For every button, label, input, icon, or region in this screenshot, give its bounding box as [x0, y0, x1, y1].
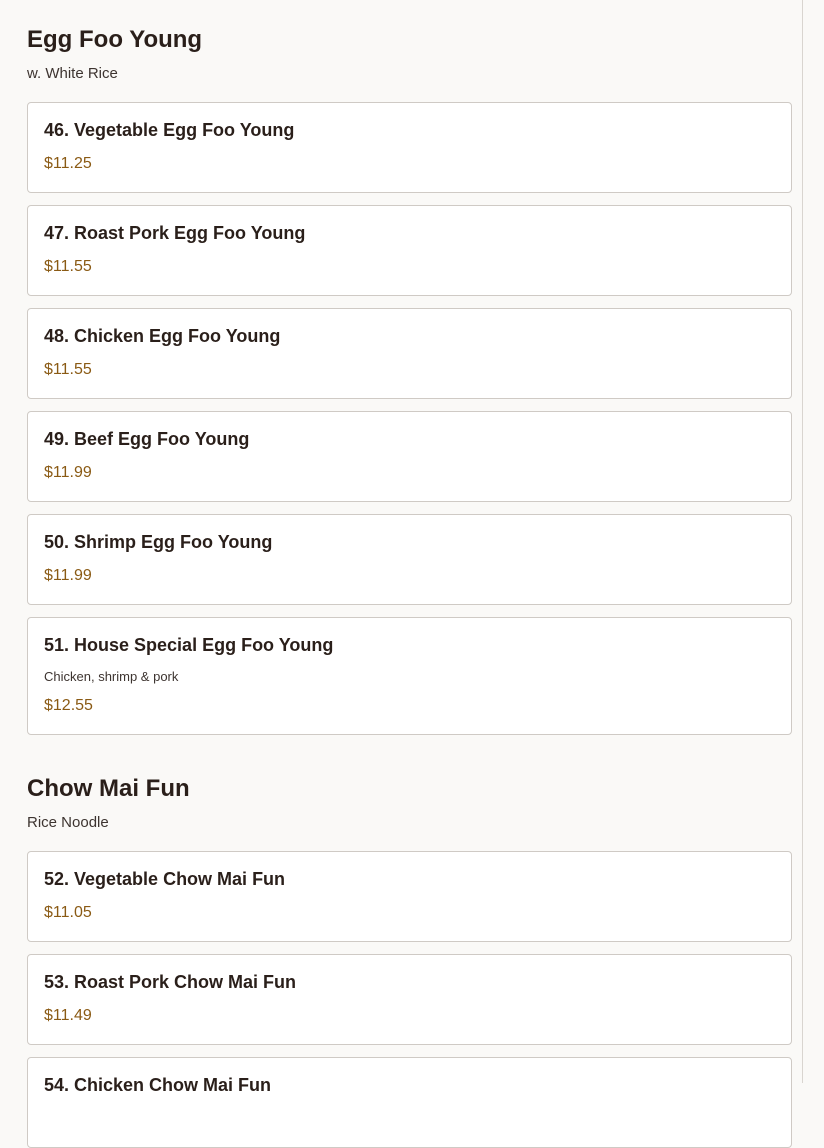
menu-item-price: $11.99	[44, 567, 92, 584]
menu-item-card[interactable]	[27, 205, 792, 296]
menu-item-name: 50. Shrimp Egg Foo Young	[44, 532, 273, 552]
menu-section-egg-foo-young	[27, 26, 792, 714]
menu-item-name: 54. Chicken Chow Mai Fun	[44, 1075, 272, 1095]
menu-item-name: 47. Roast Pork Egg Foo Young	[44, 223, 306, 243]
menu-item-card[interactable]	[27, 308, 792, 399]
menu-item-price: $11.05	[44, 904, 92, 921]
menu-item-name: 52. Vegetable Chow Mai Fun	[44, 869, 286, 889]
menu-item-card[interactable]	[27, 617, 792, 735]
menu-item-card[interactable]	[27, 102, 792, 193]
section-title: Chow Mai Fun	[27, 775, 190, 802]
menu-item-price: $11.55	[44, 258, 92, 275]
menu-item-card[interactable]	[27, 1057, 792, 1148]
menu-item-card[interactable]	[27, 411, 792, 502]
section-title: Egg Foo Young	[27, 26, 203, 53]
menu-item-price: $11.55	[44, 361, 92, 378]
menu-item-price: $11.25	[44, 155, 92, 172]
menu-item-card[interactable]	[27, 954, 792, 1045]
menu-item-description: Chicken, shrimp & pork	[44, 669, 179, 684]
menu-item-price: $11.99	[44, 464, 92, 481]
menu-item-name: 53. Roast Pork Chow Mai Fun	[44, 972, 297, 992]
section-subtitle: w. White Rice	[27, 65, 118, 82]
menu-item-name: 46. Vegetable Egg Foo Young	[44, 120, 295, 140]
menu-item-name: 49. Beef Egg Foo Young	[44, 429, 250, 449]
menu-item-card[interactable]	[27, 851, 792, 942]
menu-item-name: 48. Chicken Egg Foo Young	[44, 326, 281, 346]
menu-section-chow-mai-fun	[27, 775, 792, 1095]
menu-item-name: 51. House Special Egg Foo Young	[44, 635, 334, 655]
menu-item-card[interactable]	[27, 514, 792, 605]
menu-item-price: $11.49	[44, 1007, 92, 1024]
section-subtitle: Rice Noodle	[27, 814, 109, 831]
menu-item-price: $12.55	[44, 697, 93, 714]
